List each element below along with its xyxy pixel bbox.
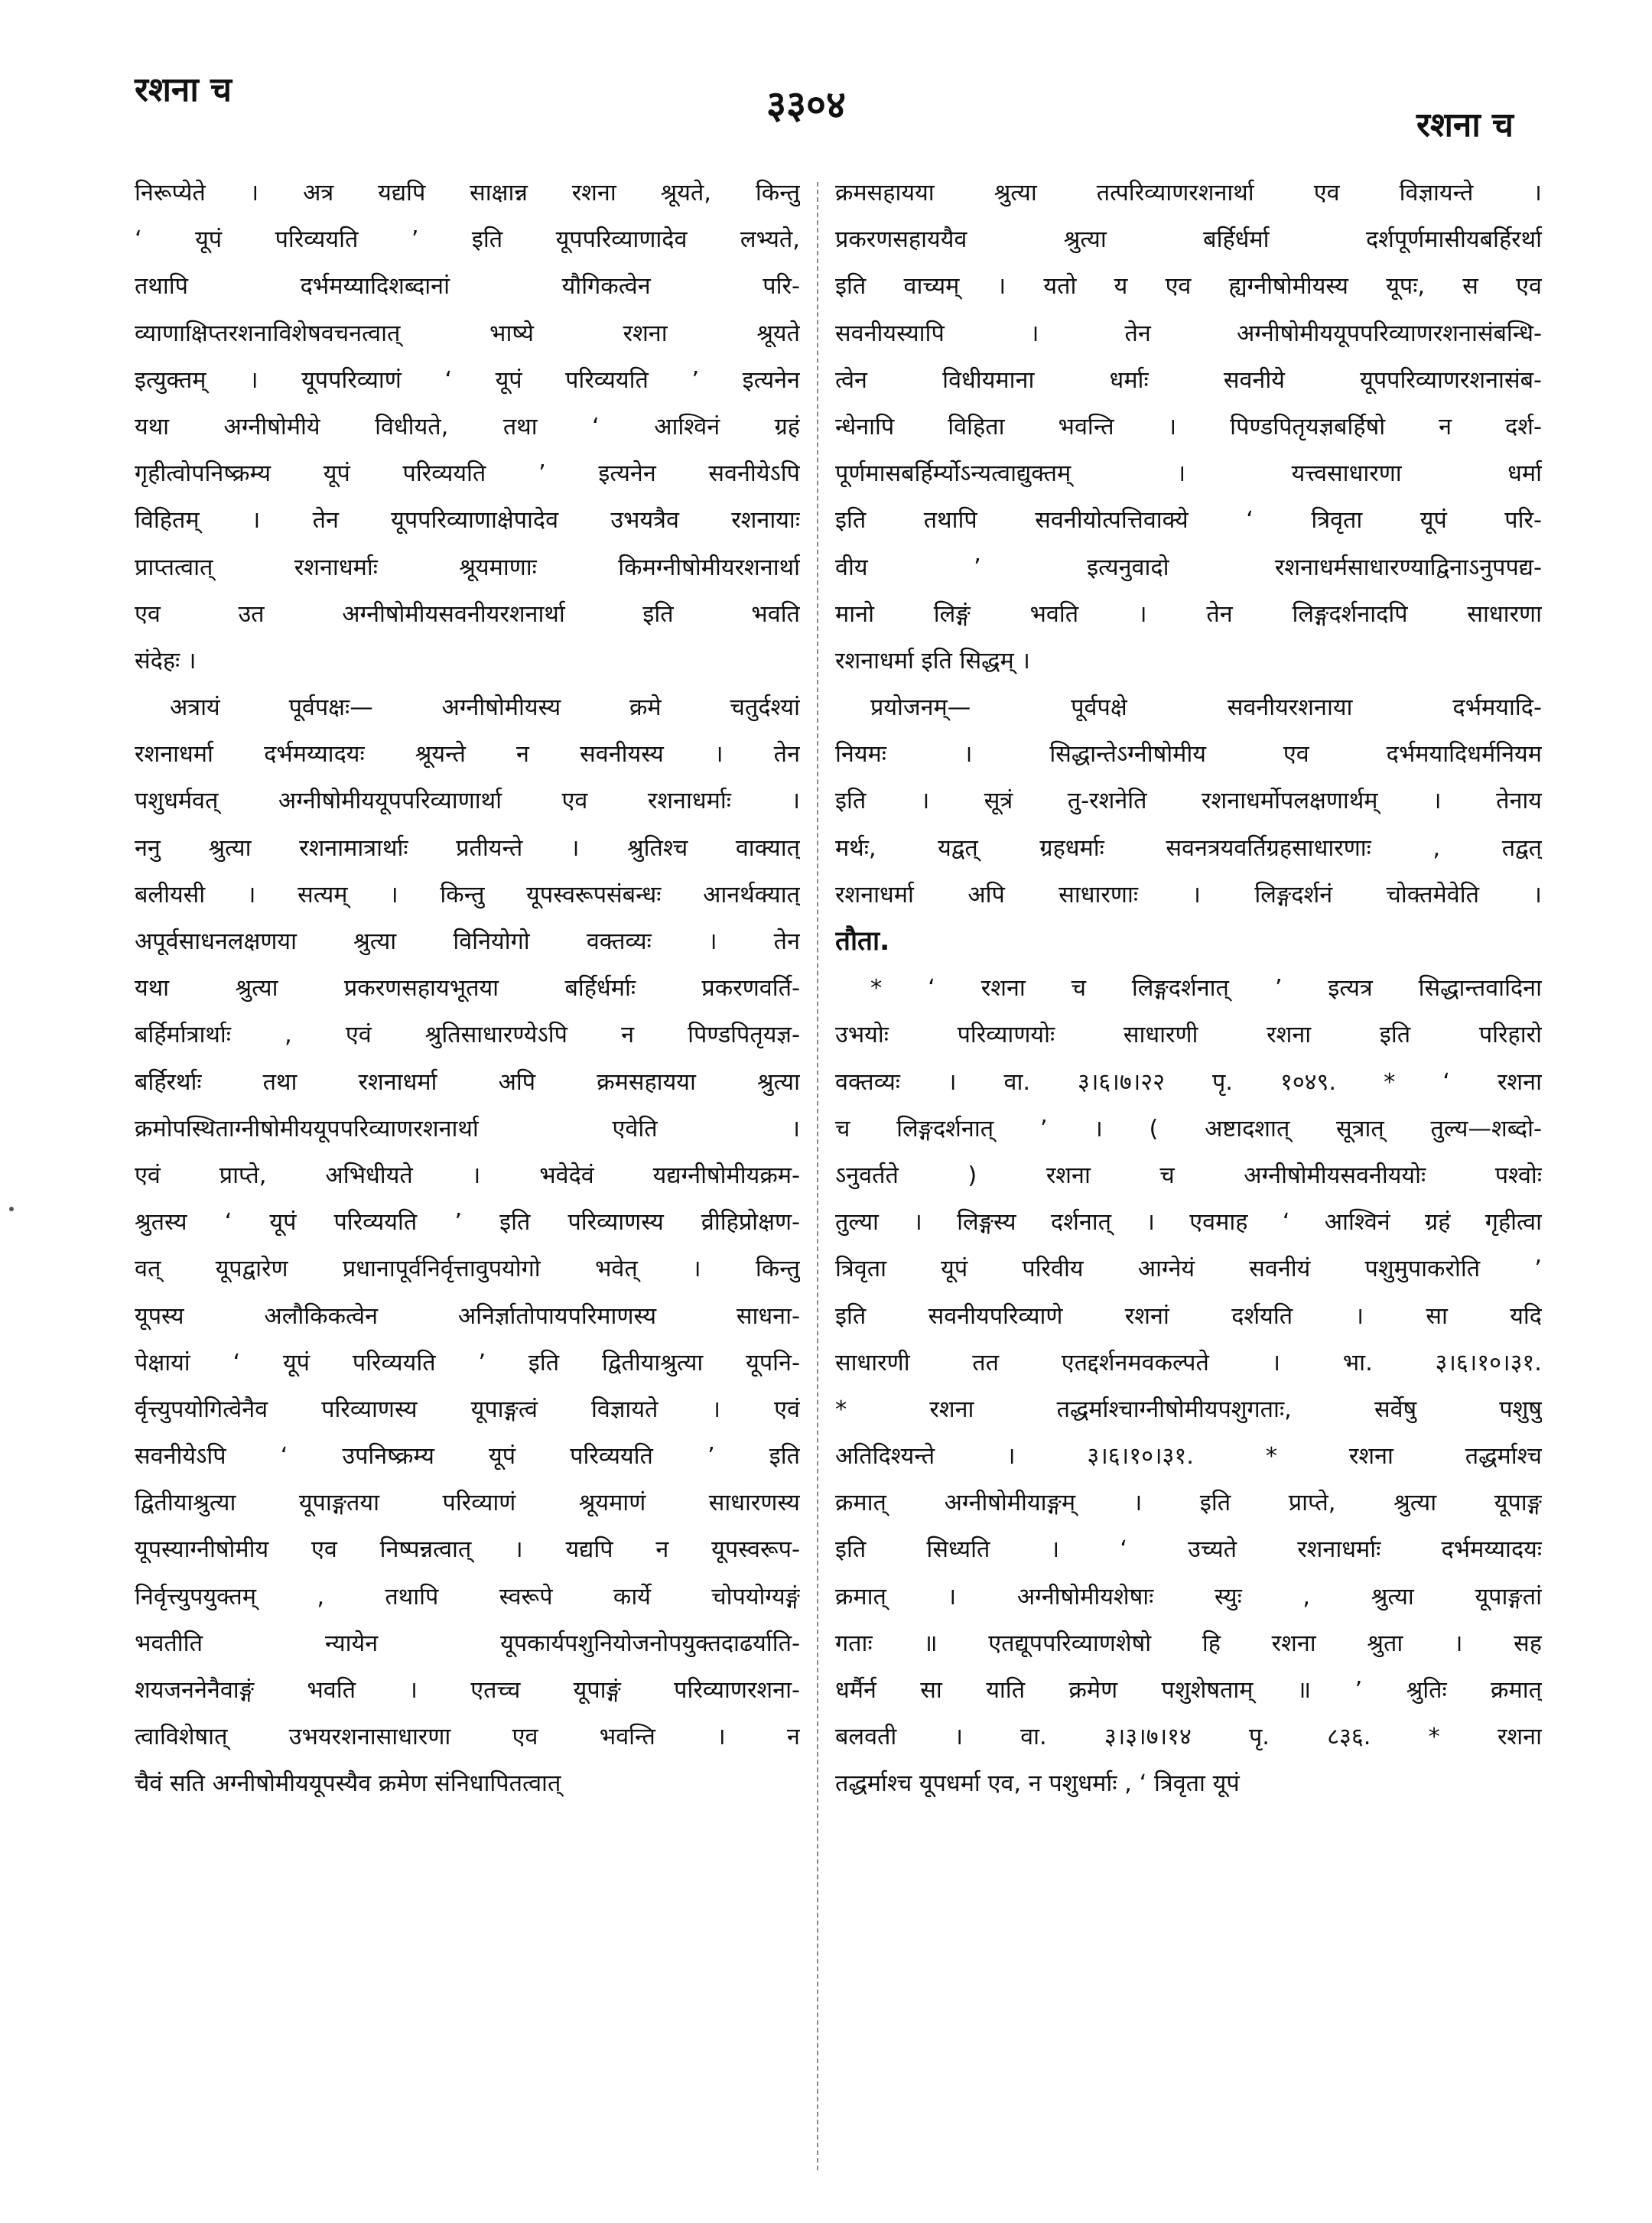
- text-line: नियमः । सिद्धान्तेऽग्नीषोमीय एव दर्भमयादिधर्मनियम: [835, 741, 1542, 769]
- page-number: ३३०४: [766, 83, 846, 127]
- text-line: यथा अग्नीषोमीये विधीयते, तथा ‘ आश्विनं ग्रहं: [135, 413, 800, 440]
- text-line: वीय ’ इत्यनुवादो रशनाधर्मसाधारण्याद्विनाऽनुपपद्य-: [835, 554, 1542, 581]
- text-line: मर्थः, यद्वत् ग्रहधर्माः सवनत्रयवर्तिग्रहसाधारणाः , तद्वत्: [835, 834, 1542, 862]
- text-line: यूपस्याग्नीषोमीय एव निष्पन्नत्वात् । यद्यपि न यूपस्वरूप-: [135, 1536, 800, 1564]
- text-line: सवनीयस्यापि । तेन अग्नीषोमीययूपपरिव्याणरशनासंबन्धि-: [835, 320, 1542, 347]
- text-line: धर्मैर्न सा याति क्रमेण पशुशेषताम् ॥ ’ श्रुतिः क्रमात्: [835, 1677, 1542, 1704]
- text-line: संदेहः ।: [135, 647, 197, 674]
- text-line: प्राप्तत्वात् रशनाधर्माः श्रूयमाणाः किमग्नीषोमीयरशनार्था: [135, 554, 800, 581]
- text-line: र्वृत्त्युपयोगित्वेनैव परिव्याणस्य यूपाङ्गत्वं विज्ञायते । एवं: [135, 1396, 800, 1423]
- text-line: शयजननेनैवाङ्गं भवति । एतच्च यूपाङ्गं परिव्याणरशना-: [135, 1677, 800, 1704]
- text-line: तौता.: [835, 926, 890, 957]
- text-line: पेक्षायां ‘ यूपं परिव्ययति ’ इति द्वितीयाश्रुत्या यूपनि-: [135, 1349, 800, 1376]
- text-line: इति वाच्यम् । यतो य एव ह्यग्नीषोमीयस्य यूपः, स एव: [835, 273, 1542, 301]
- text-line: प्रयोजनम्— पूर्वपक्षे सवनीयरशनाया दर्भमयादि-: [870, 694, 1542, 722]
- text-line: श्रुतस्य ‘ यूपं परिव्ययति ’ इति परिव्याणस्य व्रीहिप्रोक्षण-: [135, 1209, 800, 1237]
- right-text-column: [835, 170, 1542, 1808]
- text-line: त्रिवृता यूपं परिवीय आग्नेयं सवनीयं पशुमुपाकरोति ’: [835, 1256, 1542, 1283]
- text-line: प्रकरणसहाययैव श्रुत्या बर्हिर्धर्मा दर्शपूर्णमासीयबर्हिरर्था: [835, 226, 1542, 254]
- text-line: सवनीयेऽपि ‘ उपनिष्क्रम्य यूपं परिव्ययति ’ इति: [135, 1443, 800, 1471]
- column-divider: [817, 182, 818, 2170]
- text-line: क्रमात् अग्नीषोमीयाङ्गम् । इति प्राप्ते, श्रुत्या यूपाङ्ग: [835, 1490, 1542, 1517]
- text-line: व्याणाक्षिप्तरशनाविशेषवचनत्वात् भाष्ये रशना श्रूयते: [135, 320, 800, 347]
- text-line: क्रमोपस्थिताग्नीषोमीययूपपरिव्याणरशनार्था एवेति ।: [135, 1115, 800, 1142]
- text-line: रशनाधर्मा इति सिद्धम् ।: [835, 647, 1030, 674]
- text-line: इति सवनीयपरिव्याणे रशनां दर्शयति । सा यदि: [835, 1302, 1542, 1330]
- text-line: अत्रायं पूर्वपक्षः— अग्नीषोमीयस्य क्रमे चतुर्दश्यां: [170, 694, 800, 722]
- text-line: रशनाधर्मा अपि साधारणाः । लिङ्गदर्शनं चोक्तमेवेति ।: [835, 881, 1542, 908]
- text-line: क्रमसहायया श्रुत्या तत्परिव्याणरशनार्था एव विज्ञायन्ते ।: [835, 180, 1542, 206]
- text-line: निर्वृत्त्युपयुक्तम् , तथापि स्वरूपे कार्ये चोपयोग्यङ्गं: [135, 1583, 800, 1610]
- text-line: रशनाधर्मा दर्भमय्यादयः श्रूयन्ते न सवनीयस्य । तेन: [135, 741, 800, 769]
- text-line: ननु श्रुत्या रशनामात्रार्थाः प्रतीयन्ते । श्रुतिश्च वाक्यात्: [135, 834, 800, 862]
- text-line: गताः ॥ एतद्यूपपरिव्याणशेषो हि रशना श्रुता । सह: [835, 1630, 1542, 1657]
- text-line: इति सिध्यति । ‘ उच्यते रशनाधर्माः दर्भमय्यादयः: [835, 1536, 1542, 1564]
- text-line: उभयोः परिव्याणयोः साधारणी रशना इति परिहारो: [835, 1022, 1542, 1049]
- text-line: इति । सूत्रं तु-रशनेति रशनाधर्मोपलक्षणार्थम् । तेनाय: [835, 788, 1542, 815]
- text-line: एवं प्राप्ते, अभिधीयते । भवेदेवं यद्यग्नीषोमीयक्रम-: [135, 1162, 800, 1189]
- text-line: तद्धर्माश्च यूपधर्मा एव, न पशुधर्माः , ‘ त्रिवृता यूपं: [835, 1770, 1240, 1798]
- text-line: तुल्या । लिङ्गस्य दर्शनात् । एवमाह ‘ आश्विनं ग्रहं गृहीत्वा: [835, 1209, 1542, 1237]
- margin-speck: [9, 1207, 14, 1211]
- text-line: यूपस्य अलौकिकत्वेन अनिर्ज्ञातोपायपरिमाणस्य साधना-: [135, 1302, 800, 1330]
- text-line: न्धेनापि विहिता भवन्ति । पिण्डपितृयज्ञबर्हिषो न दर्श-: [835, 413, 1542, 440]
- running-header-left: रशना च: [135, 70, 232, 109]
- text-line: बलीयसी । सत्यम् । किन्तु यूपस्वरूपसंबन्धः आनर्थक्यात्: [135, 881, 800, 908]
- text-line: बर्हिरर्थाः तथा रशनाधर्मा अपि क्रमसहायया श्रुत्या: [135, 1068, 800, 1096]
- text-line: त्वेन विधीयमाना धर्माः सवनीये यूपपरिव्याणरशनासंब-: [835, 366, 1542, 394]
- text-line: विहितम् । तेन यूपपरिव्याणाक्षेपादेव उभयत्रैव रशनायाः: [135, 507, 800, 535]
- text-line: वक्तव्यः । वा. ३।६।७।२२ पृ. १०४९. * ‘ रशना: [835, 1068, 1542, 1096]
- text-line: साधारणी तत एतद्दर्शनमवकल्पते । भा. ३।६।१०।३१.: [835, 1349, 1542, 1376]
- text-line: भवतीति न्यायेन यूपकार्यपशुनियोजनोपयुक्तदाढर्याति-: [135, 1630, 800, 1657]
- text-line: यथा श्रुत्या प्रकरणसहायभूतया बर्हिर्धर्माः प्रकरणवर्ति-: [135, 975, 800, 1003]
- text-line: ‘ यूपं परिव्ययति ’ इति यूपपरिव्याणादेव लभ्यते,: [135, 226, 800, 254]
- text-line: एव उत अग्नीषोमीयसवनीयरशनार्था इति भवति: [135, 600, 800, 628]
- text-line: क्रमात् । अग्नीषोमीयशेषाः स्युः , श्रुत्या यूपाङ्गतां: [835, 1583, 1542, 1610]
- text-line: द्वितीयाश्रुत्या यूपाङ्गतया परिव्याणं श्रूयमाणं साधारणस्य: [135, 1490, 800, 1517]
- text-line: ऽनुवर्तते ) रशना च अग्नीषोमीयसवनीययोः पश्वोः: [835, 1162, 1542, 1189]
- text-line: त्वाविशेषात् उभयरशनासाधारणा एव भवन्ति । न: [135, 1724, 800, 1751]
- text-line: वत् यूपद्वारेण प्रधानापूर्वनिर्वृत्तावुपयोगो भवेत् । किन्तु: [135, 1256, 800, 1283]
- text-line: तथापि दर्भमय्यादिशब्दानां यौगिकत्वेन परि-: [135, 273, 800, 301]
- text-line: चैवं सति अग्नीषोमीययूपस्यैव क्रमेण संनिधापितत्वात्: [135, 1770, 561, 1798]
- left-text-column: [135, 170, 800, 1808]
- text-line: इति तथापि सवनीयोत्पत्तिवाक्ये ‘ त्रिवृता यूपं परि-: [835, 507, 1542, 535]
- running-header-right: रशना च: [1416, 106, 1514, 145]
- text-line: अतिदिश्यन्ते । ३।६।१०।३१. * रशना तद्धर्माश्च: [835, 1443, 1542, 1471]
- text-line: पूर्णमासबर्हिर्म्योऽन्यत्वाद्युक्तम् । यत्त्वसाधारणा धर्मा: [835, 460, 1542, 488]
- text-line: पशुधर्मवत् अग्नीषोमीययूपपरिव्याणार्था एव रशनाधर्माः ।: [135, 788, 800, 815]
- text-line: गृहीत्वोपनिष्क्रम्य यूपं परिव्ययति ’ इत्यनेन सवनीयेऽपि: [135, 460, 800, 488]
- text-line: इत्युक्तम् । यूपपरिव्याणं ‘ यूपं परिव्ययति ’ इत्यनेन: [135, 366, 800, 394]
- text-line: अपूर्वसाधनलक्षणया श्रुत्या विनियोगो वक्तव्यः । तेन: [135, 928, 800, 955]
- text-line: निरूप्येते । अत्र यद्यपि साक्षान्न रशना श्रूयते, किन्तु: [135, 180, 800, 206]
- text-line: बर्हिर्मात्रार्थाः , एवं श्रुतिसाधारण्येऽपि न पिण्डपितृयज्ञ-: [135, 1022, 800, 1049]
- text-line: मानो लिङ्गं भवति । तेन लिङ्गदर्शनादपि साधारणा: [835, 600, 1542, 628]
- text-line: * ‘ रशना च लिङ्गदर्शनात् ’ इत्यत्र सिद्धान्तवादिना: [870, 975, 1542, 1003]
- text-line: बलवती । वा. ३।३।७।१४ पृ. ८३६. * रशना: [835, 1724, 1542, 1751]
- text-line: * रशना तद्धर्माश्चाग्नीषोमीयपशुगताः, सर्वेषु पशुषु: [835, 1396, 1542, 1423]
- text-line: च लिङ्गदर्शनात् ’ । ( अष्टादशात् सूत्रात् तुल्य—शब्दो-: [835, 1115, 1542, 1142]
